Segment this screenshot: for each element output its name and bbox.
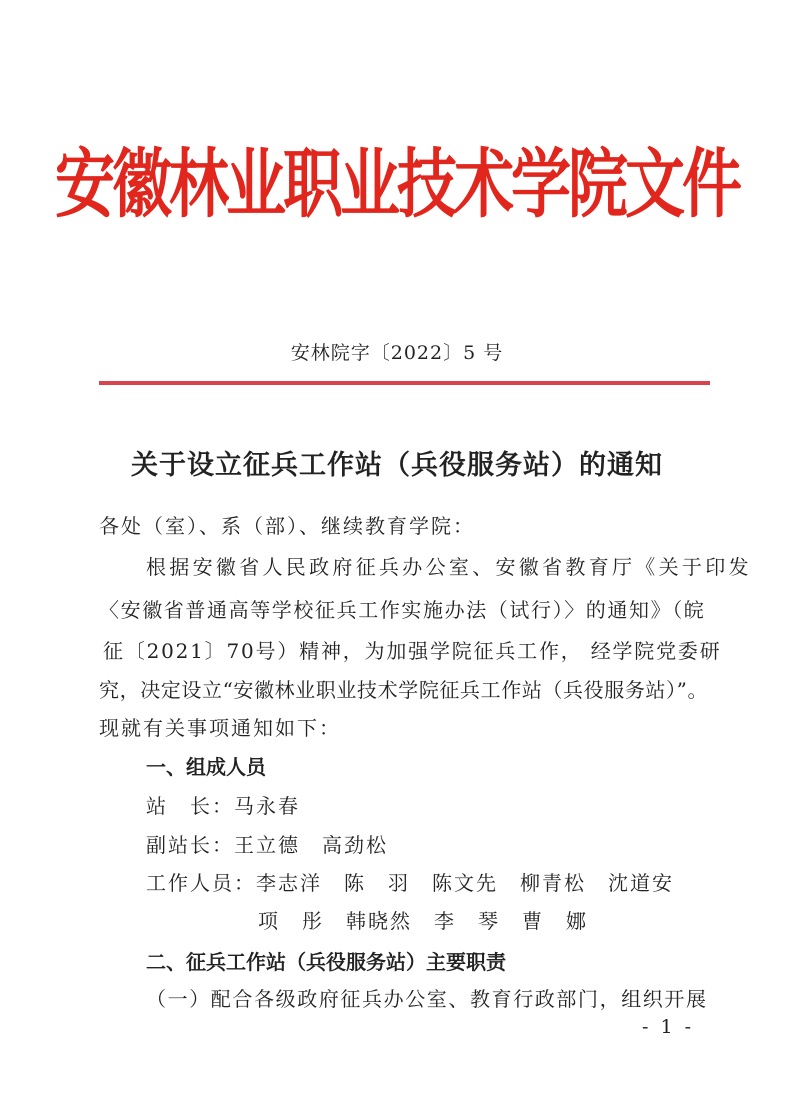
deputy-heads-line: 副站长：王立德 高劲松 (146, 833, 388, 857)
paragraph-line: 现就有关事项通知如下： (99, 716, 341, 740)
station-head-line: 站 长：马永春 (146, 794, 300, 818)
notice-title: 关于设立征兵工作站（兵役服务站）的通知 (131, 450, 663, 481)
paragraph-line: 〈安徽省普通高等学校征兵工作实施办法（试行）〉的通知》（皖 (99, 598, 706, 622)
red-divider-rule (99, 381, 710, 385)
page-number: - 1 - (642, 1016, 695, 1038)
document-masthead: 安徽林业职业技术学院文件 (55, 141, 739, 229)
paragraph-line: 征〔2021〕70号）精神，为加强学院征兵工作， 经学院党委研 (103, 639, 722, 663)
document-number: 安林院字〔2022〕5 号 (290, 342, 504, 364)
staff-line: 项 彤 韩晓然 李 琴 曹 娜 (258, 909, 588, 933)
salutation: 各处（室）、系（部）、继续教育学院： (99, 514, 475, 538)
paragraph-line: 究，决定设立“安徽林业职业技术学院征兵工作站（兵役服务站）”。 (99, 678, 709, 702)
paragraph-line: 根据安徽省人民政府征兵办公室、安徽省教育厅《关于印发 (146, 555, 752, 579)
section-heading: 一、组成人员 (146, 755, 266, 779)
staff-line: 工作人员：李志洋 陈 羽 陈文先 柳青松 沈道安 (146, 871, 674, 895)
paragraph-line: （一）配合各级政府征兵办公室、教育行政部门，组织开展 (146, 987, 708, 1011)
section-heading: 二、征兵工作站（兵役服务站）主要职责 (146, 950, 506, 974)
